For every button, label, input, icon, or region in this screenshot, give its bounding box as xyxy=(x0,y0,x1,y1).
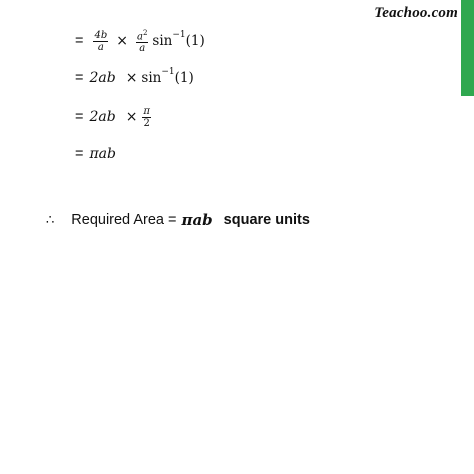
function-argument: (1) xyxy=(185,33,205,49)
result-expression: πab xyxy=(89,146,116,162)
times-sign: × xyxy=(116,33,128,49)
inverse-exponent: −1 xyxy=(172,30,186,40)
inverse-exponent: −1 xyxy=(161,67,175,77)
area-expression: πab xyxy=(181,211,213,229)
units-label: square units xyxy=(223,212,310,228)
fraction-denominator: 2 xyxy=(143,117,150,129)
times-sign: × xyxy=(125,109,138,125)
fraction-numerator: 4b xyxy=(94,29,108,41)
coefficient: 2ab xyxy=(89,109,116,125)
fraction-denominator: a xyxy=(97,41,104,53)
step-line-3 xyxy=(75,102,155,132)
inverse-sine-function: sin xyxy=(152,33,173,49)
therefore-symbol: ∴ xyxy=(46,212,55,228)
coefficient: 2ab xyxy=(89,70,116,86)
numerator-base: a xyxy=(136,31,143,43)
conclusion-line xyxy=(46,208,310,232)
fraction-4b-over-a xyxy=(93,30,108,53)
equals-sign: = xyxy=(75,70,84,86)
fraction-denominator: a xyxy=(139,43,146,55)
step-line-4 xyxy=(75,139,116,169)
fraction-pi-over-2 xyxy=(142,106,151,129)
equals-sign: = xyxy=(75,146,84,162)
teachoo-logo: Teachoo.com xyxy=(374,5,458,21)
step-line-2 xyxy=(75,63,194,93)
fraction-numerator xyxy=(136,28,148,43)
function-argument: (1) xyxy=(174,70,194,86)
equals-sign: = xyxy=(75,109,84,125)
inverse-sine-function: sin xyxy=(141,70,162,86)
numerator-exponent: 2 xyxy=(142,28,148,37)
equals-sign: = xyxy=(75,33,84,49)
fraction-a-squared-over-a xyxy=(136,28,148,54)
fraction-numerator: π xyxy=(143,105,150,117)
conclusion-label: Required Area = xyxy=(71,212,177,228)
step-line-1 xyxy=(75,26,205,56)
accent-bar xyxy=(461,0,474,96)
times-sign: × xyxy=(125,70,138,86)
